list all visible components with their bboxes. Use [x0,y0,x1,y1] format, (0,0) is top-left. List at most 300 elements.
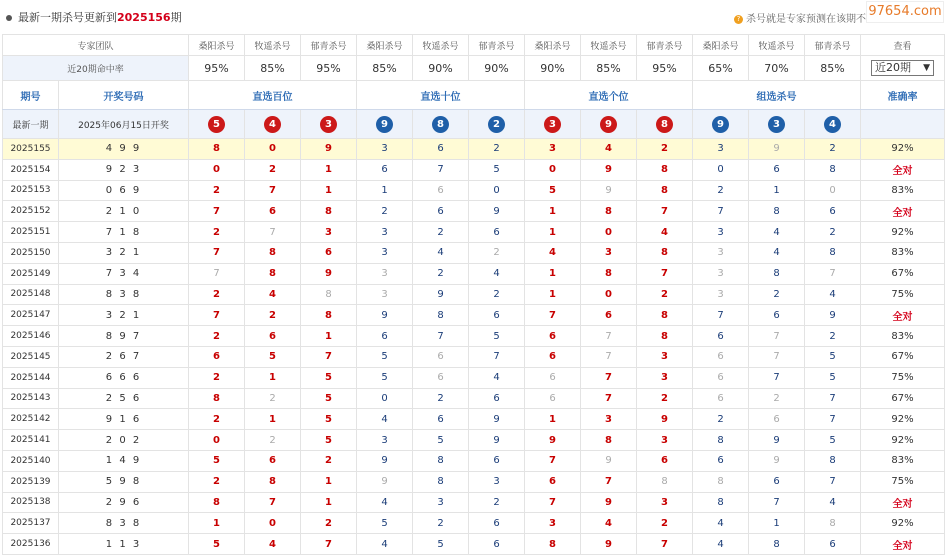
kill-cell: 8 [637,305,693,326]
draw-cell: 9 1 6 [59,409,189,430]
kill-ball: 4 [264,116,281,133]
issue-cell: 2025147 [3,305,59,326]
kill-cell: 3 [637,492,693,513]
kill-cell: 0 [189,159,245,180]
draw-cell: 3 2 1 [59,305,189,326]
kill-cell: 5 [301,388,357,409]
period-select[interactable] [871,60,934,76]
kill-cell: 1 [749,513,805,534]
kill-cell: 2 [637,388,693,409]
latest-ball-cell [805,110,861,139]
issue-cell: 2025154 [3,159,59,180]
kill-cell: 7 [693,201,749,222]
draw-cell: 5 9 8 [59,471,189,492]
kill-cell: 1 [749,180,805,201]
latest-ball-cell [413,110,469,139]
kill-cell: 7 [805,409,861,430]
kill-cell: 6 [525,346,581,367]
kill-cell: 3 [357,263,413,284]
kill-cell: 6 [469,388,525,409]
kill-cell: 6 [749,471,805,492]
kill-cell: 7 [413,159,469,180]
kill-cell: 1 [525,409,581,430]
kill-cell: 9 [749,430,805,451]
draw-cell: 2 1 0 [59,201,189,222]
hit-rate: 95% [189,56,245,81]
kill-cell: 3 [301,222,357,243]
kill-cell: 9 [581,159,637,180]
kill-cell: 4 [637,222,693,243]
kill-cell: 2 [469,242,525,263]
kill-cell: 9 [581,450,637,471]
kill-cell: 8 [189,388,245,409]
kill-cell: 6 [189,346,245,367]
hit-rate: 85% [357,56,413,81]
table-row [3,513,945,534]
kill-cell: 8 [805,159,861,180]
latest-date: 2025年06月15日开奖 [59,110,189,139]
kill-cell: 7 [749,367,805,388]
kill-cell: 1 [301,180,357,201]
col-draw: 开奖号码 [59,81,189,110]
info-icon: ? [734,15,743,24]
kill-ball: 9 [376,116,393,133]
kill-cell: 7 [693,305,749,326]
kill-cell: 6 [413,201,469,222]
kill-ball: 3 [544,116,561,133]
hit-rate: 90% [413,56,469,81]
accuracy-cell: 75% [861,367,945,388]
kill-cell: 8 [413,305,469,326]
draw-cell: 8 9 7 [59,326,189,347]
col-issue: 期号 [3,81,59,110]
kill-cell: 6 [301,242,357,263]
kill-cell: 3 [357,222,413,243]
period-select-cell [861,56,945,81]
kill-cell: 7 [469,346,525,367]
kill-cell: 6 [413,139,469,160]
draw-cell: 1 1 3 [59,534,189,555]
kill-cell: 6 [693,388,749,409]
kill-cell: 4 [525,242,581,263]
kill-cell: 1 [301,492,357,513]
kill-cell: 3 [637,430,693,451]
table-row [3,367,945,388]
accuracy-cell: 83% [861,450,945,471]
table-row [3,201,945,222]
kill-cell: 0 [189,430,245,451]
kill-cell: 7 [525,492,581,513]
kill-cell: 1 [357,180,413,201]
expert-name: 桑阳杀号 [525,35,581,56]
kill-cell: 9 [469,430,525,451]
kill-cell: 6 [805,534,861,555]
kill-cell: 6 [245,450,301,471]
kill-cell: 4 [805,492,861,513]
expert-name: 郁青杀号 [469,35,525,56]
kill-cell: 5 [189,450,245,471]
kill-ball: 2 [488,116,505,133]
kill-cell: 8 [637,471,693,492]
kill-cell: 6 [581,305,637,326]
hit-rate: 65% [693,56,749,81]
kill-cell: 8 [245,242,301,263]
issue-cell: 2025138 [3,492,59,513]
kill-cell: 4 [469,263,525,284]
kill-cell: 7 [413,326,469,347]
col-tens: 直选十位 [357,81,525,110]
expert-name: 郁青杀号 [805,35,861,56]
kill-cell: 9 [749,450,805,471]
kill-cell: 1 [301,471,357,492]
issue-cell: 2025152 [3,201,59,222]
kill-cell: 2 [189,222,245,243]
kill-cell: 7 [189,242,245,263]
kill-cell: 9 [469,409,525,430]
table-row [3,326,945,347]
kill-note-text: 杀号就是专家预测在该期不 [746,14,866,25]
kill-cell: 0 [805,180,861,201]
watermark-logo: 97654.com [866,1,944,23]
kill-cell: 9 [637,409,693,430]
top-bar [0,0,946,34]
kill-cell: 9 [581,534,637,555]
kill-cell: 2 [245,305,301,326]
kill-cell: 8 [413,471,469,492]
kill-cell: 7 [749,326,805,347]
table-row [3,159,945,180]
accuracy-cell: 92% [861,409,945,430]
kill-cell: 9 [805,305,861,326]
kill-cell: 8 [637,326,693,347]
latest-ball-cell [525,110,581,139]
draw-cell: 2 6 7 [59,346,189,367]
kill-cell: 8 [637,180,693,201]
kill-cell: 7 [525,450,581,471]
expert-name: 桑阳杀号 [357,35,413,56]
expert-name: 桑阳杀号 [693,35,749,56]
kill-cell: 0 [693,159,749,180]
kill-cell: 4 [693,513,749,534]
kill-cell: 7 [245,222,301,243]
table-row [3,534,945,555]
kill-cell: 4 [357,534,413,555]
kill-cell: 1 [525,222,581,243]
hit-rate: 85% [245,56,301,81]
accuracy-cell: 83% [861,326,945,347]
kill-cell: 7 [805,471,861,492]
table-row [3,409,945,430]
accuracy-cell: 全对 [861,201,945,222]
issue-cell: 2025146 [3,326,59,347]
kill-cell: 7 [189,263,245,284]
kill-cell: 4 [245,534,301,555]
accuracy-cell: 67% [861,263,945,284]
kill-ball: 8 [656,116,673,133]
kill-cell: 7 [581,471,637,492]
kill-cell: 6 [805,201,861,222]
kill-cell: 4 [581,139,637,160]
kill-ball: 3 [768,116,785,133]
latest-accuracy-empty [861,110,945,139]
kill-cell: 7 [245,180,301,201]
kill-cell: 2 [469,492,525,513]
view-label: 查看 [861,35,945,56]
issue-cell: 2025151 [3,222,59,243]
draw-cell: 2 5 6 [59,388,189,409]
expert-name: 牧遥杀号 [749,35,805,56]
hit-rate: 95% [637,56,693,81]
draw-cell: 8 3 8 [59,284,189,305]
hit-rate: 90% [469,56,525,81]
kill-cell: 2 [301,450,357,471]
kill-cell: 6 [469,305,525,326]
kill-cell: 4 [413,242,469,263]
kill-cell: 2 [357,201,413,222]
kill-ball: 3 [320,116,337,133]
kill-cell: 2 [189,326,245,347]
kill-cell: 2 [805,222,861,243]
issue-cell: 2025149 [3,263,59,284]
kill-cell: 5 [357,346,413,367]
expert-name: 桑阳杀号 [189,35,245,56]
kill-cell: 8 [189,139,245,160]
col-group: 组选杀号 [693,81,861,110]
kill-cell: 5 [469,159,525,180]
kill-cell: 1 [245,367,301,388]
kill-cell: 0 [245,139,301,160]
kill-cell: 2 [189,367,245,388]
kill-cell: 2 [189,409,245,430]
kill-cell: 7 [637,534,693,555]
kill-cell: 7 [581,388,637,409]
kill-cell: 1 [301,326,357,347]
table-row [3,180,945,201]
kill-cell: 3 [469,471,525,492]
kill-cell: 3 [357,284,413,305]
latest-ball-cell [637,110,693,139]
kill-cell: 1 [525,263,581,284]
hit-rate-label: 近20期命中率 [3,56,189,81]
update-notice [6,9,182,25]
kill-cell: 2 [637,284,693,305]
hit-rate: 95% [301,56,357,81]
kill-cell: 2 [245,388,301,409]
draw-cell: 3 2 1 [59,242,189,263]
accuracy-cell: 全对 [861,534,945,555]
draw-cell: 7 3 4 [59,263,189,284]
kill-ball: 9 [600,116,617,133]
accuracy-cell: 75% [861,471,945,492]
chevron-down-icon: ▼ [923,63,931,73]
kill-cell: 8 [189,492,245,513]
kill-cell: 6 [749,159,805,180]
kill-ball: 5 [208,116,225,133]
kill-cell: 9 [581,180,637,201]
kill-cell: 9 [301,263,357,284]
kill-cell: 7 [581,346,637,367]
kill-cell: 8 [301,305,357,326]
kill-cell: 3 [413,492,469,513]
kill-cell: 1 [189,513,245,534]
hit-rate: 85% [581,56,637,81]
accuracy-cell: 92% [861,513,945,534]
bullet-icon [6,15,12,21]
kill-cell: 8 [749,263,805,284]
kill-cell: 2 [413,513,469,534]
issue-cell: 2025153 [3,180,59,201]
kill-cell: 8 [525,534,581,555]
accuracy-cell: 92% [861,222,945,243]
kill-cell: 3 [357,139,413,160]
issue-cell: 2025137 [3,513,59,534]
kill-cell: 6 [693,450,749,471]
kill-note [734,10,874,25]
accuracy-cell: 全对 [861,305,945,326]
latest-ball-cell [693,110,749,139]
kill-cell: 9 [357,305,413,326]
kill-cell: 2 [693,409,749,430]
kill-cell: 4 [581,513,637,534]
kill-cell: 0 [581,284,637,305]
kill-cell: 2 [637,513,693,534]
kill-cell: 7 [301,534,357,555]
kill-cell: 6 [413,180,469,201]
kill-cell: 9 [525,430,581,451]
kill-cell: 1 [525,201,581,222]
latest-ball-cell [581,110,637,139]
kill-cell: 2 [637,139,693,160]
kill-cell: 8 [413,450,469,471]
kill-cell: 5 [357,513,413,534]
latest-ball-cell [357,110,413,139]
issue-cell: 2025144 [3,367,59,388]
expert-team-label: 专家团队 [3,35,189,56]
kill-ball: 9 [712,116,729,133]
kill-cell: 2 [245,159,301,180]
latest-ball-cell [749,110,805,139]
kill-cell: 3 [693,242,749,263]
kill-cell: 3 [693,139,749,160]
kill-ball: 4 [824,116,841,133]
draw-cell: 4 9 9 [59,139,189,160]
draw-cell: 7 1 8 [59,222,189,243]
accuracy-cell: 83% [861,180,945,201]
latest-ball-cell [189,110,245,139]
accuracy-cell: 全对 [861,492,945,513]
kill-ball: 8 [432,116,449,133]
expert-name: 牧遥杀号 [245,35,301,56]
kill-cell: 7 [189,305,245,326]
kill-cell: 6 [413,409,469,430]
kill-cell: 8 [581,430,637,451]
table-row [3,388,945,409]
kill-cell: 6 [525,326,581,347]
latest-ball-cell [245,110,301,139]
kill-cell: 4 [245,284,301,305]
kill-cell: 3 [693,284,749,305]
issue-cell: 2025142 [3,409,59,430]
kill-cell: 5 [301,430,357,451]
draw-cell: 0 6 9 [59,180,189,201]
kill-cell: 7 [301,346,357,367]
expert-name: 郁青杀号 [637,35,693,56]
expert-name: 牧遥杀号 [413,35,469,56]
kill-cell: 2 [805,326,861,347]
accuracy-cell: 67% [861,346,945,367]
kill-table [2,34,945,555]
update-prefix: 最新一期杀号更新到 [18,11,117,24]
issue-cell: 2025155 [3,139,59,160]
kill-cell: 9 [581,492,637,513]
kill-cell: 0 [245,513,301,534]
accuracy-cell: 92% [861,139,945,160]
kill-cell: 0 [581,222,637,243]
kill-cell: 5 [525,180,581,201]
table-row [3,222,945,243]
kill-cell: 2 [749,284,805,305]
kill-cell: 3 [581,242,637,263]
kill-cell: 8 [693,471,749,492]
kill-cell: 3 [693,222,749,243]
col-accuracy: 准确率 [861,81,945,110]
kill-cell: 3 [637,367,693,388]
kill-cell: 7 [637,201,693,222]
draw-cell: 2 9 6 [59,492,189,513]
kill-cell: 8 [245,471,301,492]
kill-cell: 7 [805,263,861,284]
issue-cell: 2025136 [3,534,59,555]
kill-cell: 8 [805,450,861,471]
table-row [3,263,945,284]
kill-cell: 8 [805,513,861,534]
table-row [3,471,945,492]
kill-cell: 2 [805,139,861,160]
kill-cell: 0 [469,180,525,201]
kill-cell: 9 [749,139,805,160]
kill-cell: 8 [749,201,805,222]
kill-cell: 7 [805,388,861,409]
kill-cell: 4 [357,409,413,430]
kill-cell: 2 [413,222,469,243]
kill-cell: 6 [245,326,301,347]
kill-cell: 5 [301,409,357,430]
issue-cell: 2025148 [3,284,59,305]
kill-cell: 3 [525,139,581,160]
kill-cell: 5 [357,367,413,388]
kill-cell: 5 [413,534,469,555]
kill-cell: 8 [301,201,357,222]
kill-cell: 2 [189,471,245,492]
kill-cell: 4 [357,492,413,513]
kill-cell: 5 [189,534,245,555]
kill-cell: 7 [749,492,805,513]
kill-cell: 1 [301,159,357,180]
kill-cell: 2 [301,513,357,534]
kill-cell: 6 [357,159,413,180]
accuracy-cell: 83% [861,242,945,263]
kill-cell: 6 [525,471,581,492]
kill-cell: 0 [525,159,581,180]
kill-cell: 2 [693,180,749,201]
issue-cell: 2025140 [3,450,59,471]
issue-cell: 2025141 [3,430,59,451]
kill-cell: 6 [693,346,749,367]
kill-cell: 9 [413,284,469,305]
kill-cell: 6 [693,367,749,388]
expert-name: 郁青杀号 [301,35,357,56]
kill-cell: 6 [693,326,749,347]
